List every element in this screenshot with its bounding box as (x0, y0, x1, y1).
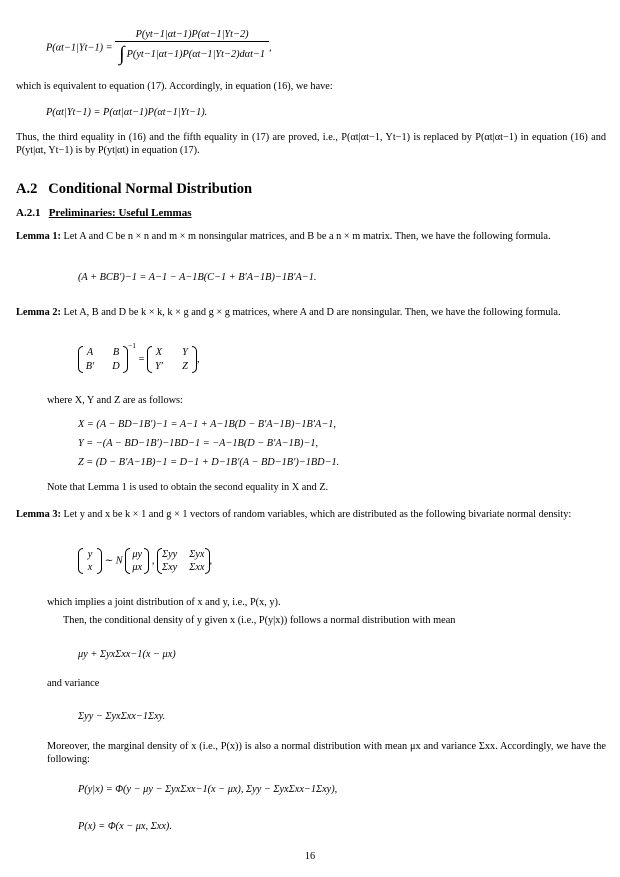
subsection-heading (16, 206, 606, 220)
distributed-as: ∼ N (104, 555, 123, 567)
lemma-3-and-variance: and variance (47, 678, 100, 689)
equation-lhs: P(αt−1|Yt−1) = (46, 42, 113, 54)
random-vector (78, 548, 102, 574)
subsection-number: A.2.1 (16, 207, 41, 219)
lemma-2-z-equation: Z = (D − B′A−1B)−1 = D−1 + D−1B′(A − BD−1B′)−1BD−1. (78, 457, 340, 468)
matrix-cell: Y (182, 347, 188, 359)
equation-prediction: P(αt|Yt−1) = P(αt|αt−1)P(αt−1|Yt−1). (46, 107, 208, 118)
lemma-3-distribution: y x ∼ N μy μx , Σyy Σyx Σxy Σxx , (78, 548, 212, 574)
matrix-cell: Σxx (189, 562, 205, 574)
equation-trail: , (209, 555, 213, 567)
vector-cell: x (87, 562, 93, 574)
lemma-2-x-equation: X = (A − BD−1B′)−1 = A−1 + A−1B(D − B′A−1B)−1B′A−1, (78, 419, 336, 430)
matrix-cell: A (86, 347, 94, 359)
paragraph-proved: Thus, the third equality in (16) and the fifth equality in (17) are proved, i.e., P(αt|αt−1, Yt−1) is replaced by P(αt|αt−1) in equation (16) and P(yt|αt, Yt−1) is by P(yt|αt) in equation (17). (16, 132, 606, 157)
matrix-cell: X (155, 347, 163, 359)
lemma-3-conditional-density: P(y|x) = Φ(y − μy − ΣyxΣxx−1(x − μx), Σyy − ΣyxΣxx−1Σxy), (78, 784, 338, 795)
matrix-cell: D (112, 360, 120, 372)
matrix-cell: Σxy (161, 562, 178, 574)
lemma-3-variance-formula: Σyy − ΣyxΣxx−1Σxy. (78, 711, 166, 722)
lemma-2-y-equation: Y = −(A − BD−1B′)−1BD−1 = −A−1B(D − B′A−1B)−1, (78, 438, 319, 449)
covariance-matrix (157, 548, 210, 574)
block-matrix-right (147, 346, 197, 372)
section-title: Conditional Normal Distribution (48, 181, 253, 197)
matrix-cell: Z (182, 360, 188, 372)
fraction-numerator: P(yt−1|αt−1)P(αt−1|Yt−2) (115, 28, 269, 42)
lemma-1-label: Lemma 1: (16, 231, 61, 242)
fraction-denominator (115, 42, 269, 68)
equation-trail: , (196, 354, 200, 365)
lemma-1-formula: (A + BCB′)−1 = A−1 − A−1B(C−1 + B′A−1B)−1B′A−1. (78, 272, 317, 283)
page-number: 16 (304, 851, 316, 862)
subsection-title: Preliminaries: Useful Lemmas (48, 207, 192, 219)
lemma-3-mean-formula: μy + ΣyxΣxx−1(x − μx) (78, 649, 176, 660)
section-heading (16, 180, 606, 199)
inverse-exponent: −1 (128, 341, 136, 350)
lemma-3 (16, 508, 606, 521)
vector-cell: y (87, 549, 93, 560)
lemma-2-matrix-equation (78, 341, 200, 373)
vector-cell: μy (132, 549, 143, 560)
lemma-2-label: Lemma 2: (16, 307, 61, 318)
lemma-3-joint: which implies a joint distribution of x and y, i.e., P(x, y). (47, 597, 281, 608)
lemma-3-conditional: Then, the conditional density of y given x (i.e., P(y|x)) follows a normal distribution with mean (63, 615, 456, 626)
lemma-1-text: Let A and C be n × n and m × m nonsingular matrices, and B be a n × m matrix. Then, we have the following formula. (63, 231, 551, 242)
fraction-denominator-text: P(yt−1|αt−1)P(αt−1|Yt−2)dαt−1 (126, 49, 266, 61)
matrix-cell: Y′ (154, 360, 163, 372)
lemma-2-text: Let A, B and D be k × k, k × g and g × g matrices, where A and D are nonsingular. Then, we have the following formula. (63, 307, 561, 318)
lemma-2-note: Note that Lemma 1 is used to obtain the second equality in X and Z. (47, 482, 329, 493)
lemma-2-where: where X, Y and Z are as follows: (47, 395, 183, 406)
matrix-cell: B (112, 347, 120, 359)
block-matrix-left (78, 346, 128, 372)
lemma-1 (16, 230, 606, 243)
mean-vector (125, 548, 149, 574)
vector-cell: μx (132, 562, 143, 574)
paragraph-equivalent: which is equivalent to equation (17). Accordingly, in equation (16), we have: (16, 81, 333, 92)
lemma-3-text: Let y and x be k × 1 and g × 1 vectors of random variables, which are distributed as the following bivariate normal density: (63, 509, 572, 520)
equation-trail: , (269, 42, 272, 54)
section-number: A.2 (16, 181, 38, 197)
matrix-cell: B′ (85, 360, 95, 372)
lemma-3-marginal-density: P(x) = Φ(x − μx, Σxx). (78, 821, 172, 832)
equals-sign: = (138, 354, 145, 365)
integral-sign-icon: ∫ (119, 43, 125, 66)
matrix-cell: Σyx (189, 549, 205, 560)
matrix-cell: Σyy (161, 549, 178, 560)
equation-posterior (46, 28, 272, 68)
fraction (115, 28, 269, 68)
lemma-2 (16, 306, 606, 319)
lemma-3-marginal: Moreover, the marginal density of x (i.e., P(x)) is also a normal distribution with mean μx and variance Σxx. Accordingly, we have the following: (47, 741, 606, 766)
lemma-3-label: Lemma 3: (16, 509, 61, 520)
